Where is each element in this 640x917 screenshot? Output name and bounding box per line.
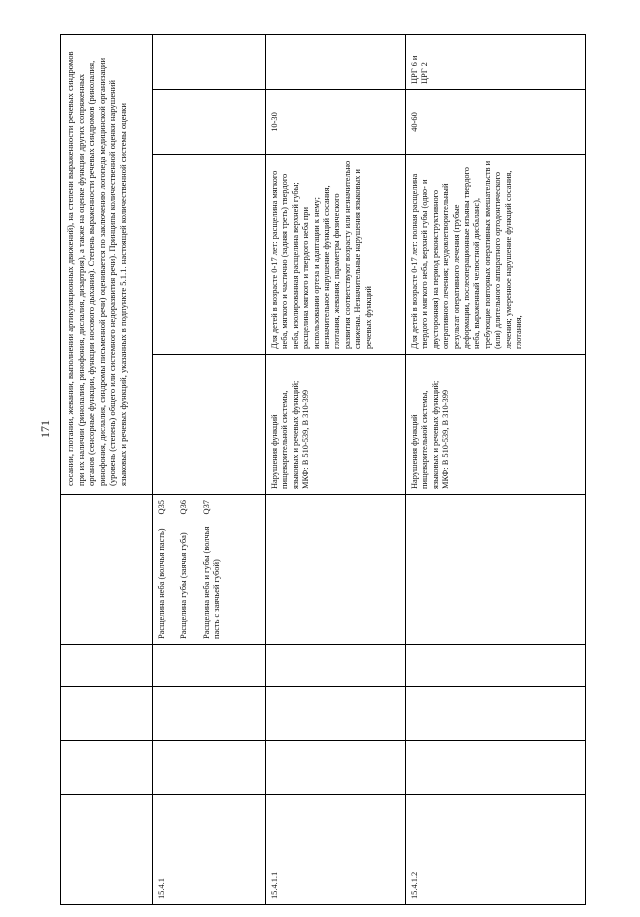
- row-number: 15.4.1.2: [406, 795, 586, 905]
- extra-cell: [153, 34, 266, 89]
- diagnosis-name: Расщелина неба и губы (волчья пасть с заячьей губой): [201, 526, 222, 639]
- functions-cell: Нарушения функций пищеварительной системы, языковых и речевых функций; МКФ: В 510-539, В 310-399: [266, 355, 406, 495]
- diagnosis-code: Q37: [201, 500, 211, 515]
- criteria-cell: Для детей в возрасте 0-17 лет: расщелина мягкого неба, мягкого и частично (задняя треть) твердого неба, изолированная расщелина верхней губы; расщелина мягкого и твердого неба при использовании ортеза и адаптации к нему; незначительное нарушение функций сосания, глотания, жевания; параметры физического развития соответствуют возрасту или незначительно снижены. Незначительные нарушения языковых и речевых функций: [266, 155, 406, 355]
- functions-cell: [153, 355, 266, 495]
- table-row: [61, 34, 153, 904]
- diagnosis-entry: [179, 500, 189, 639]
- page-number: 171: [38, 420, 52, 438]
- table-row: [153, 34, 266, 904]
- criteria-cell: Для детей в возрасте 0-17 лет: полная расщелина твердого и мягкого неба, верхней губы (одно- и двусторонняя) на период реконструктивного оперативного лечения; неудовлетворительный результат оперативного лечения (грубые деформации, послеоперационные изъяны твердого неба, выраженный челюстной дисбаланс), требующие повторных оперативных вмешательств и (или) длительного аппаратного ортодонтического лечения; умеренное нарушение функций сосания, глотания,: [406, 155, 586, 355]
- intro-text: сосании, глотании, жевании, выполнении артикуляционных движений), на степени выраженности речевых синдромов при их наличии (ринолалия, ринофония, дислалия, дизартрия), а также на оценке функции других сопряженных органов (сенсорные функции, функции носового дыхания). Степень выраженности речевых синдромов (ринолалия, ринофония, дислалия, синдромы письменной речи) оценивается по заключению логопеда медицинской организации (уровень (степень) общего или системного недоразвития речи). Принципы количественной оценки нарушений языковых и речевых функций, указанных в подпункте 5.1.1. настоящей количественной системы оценки: [61, 34, 153, 494]
- extra-cell: ЦРГ 6 и ЦРГ 2: [406, 34, 586, 89]
- functions-cell: Нарушения функций пищеварительной системы, языковых и речевых функций; МКФ: В 510-539, В 310-399: [406, 355, 586, 495]
- rotated-table-container: [60, 35, 585, 905]
- diagnosis-list: [153, 495, 266, 645]
- percent-cell: 10-30: [266, 90, 406, 155]
- table-row: [266, 34, 406, 904]
- row-number: 15.4.1: [153, 795, 266, 905]
- criteria-table: [60, 34, 586, 905]
- criteria-cell: [153, 155, 266, 355]
- diagnosis-name: Расщелина губы (заячья губа): [179, 532, 189, 639]
- diagnosis-code: Q35: [157, 500, 166, 515]
- extra-cell: [266, 34, 406, 89]
- diagnosis-entry: [202, 500, 223, 639]
- percent-cell: 40-60: [406, 90, 586, 155]
- diagnosis-entry: [157, 500, 167, 639]
- percent-cell: [153, 90, 266, 155]
- diagnosis-code: Q36: [179, 500, 189, 515]
- diagnosis-name: Расщелина неба (волчья пасть): [157, 528, 166, 639]
- table-row: [406, 34, 586, 904]
- row-number: 15.4.1.1: [266, 795, 406, 905]
